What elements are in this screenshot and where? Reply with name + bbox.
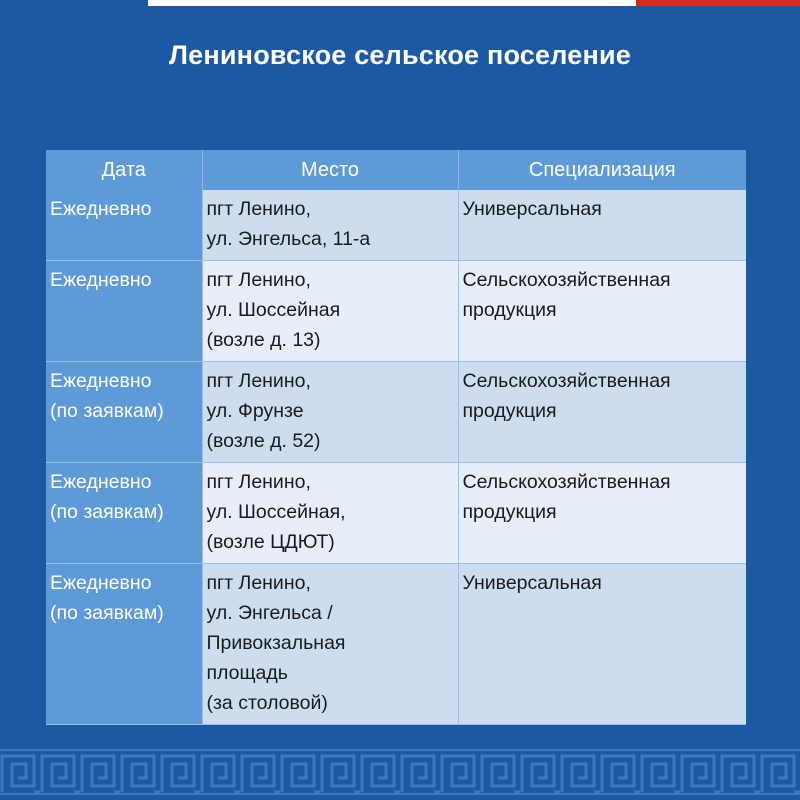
cell-place-line: (возле д. 52) — [206, 430, 321, 452]
cell-specialization-line: продукция — [462, 501, 557, 523]
table-row — [46, 190, 746, 261]
cell-date — [46, 564, 202, 725]
cell-place-line: площадь — [206, 662, 288, 684]
cell-place-line: (возле ЦДЮТ) — [206, 531, 335, 553]
cell-place — [202, 190, 458, 261]
cell-date-line: (по заявкам) — [50, 400, 164, 422]
cell-specialization-line: Универсальная — [462, 572, 602, 594]
table-row — [46, 362, 746, 463]
cell-place-line: пгт Ленино, — [206, 198, 311, 220]
table-row — [46, 261, 746, 362]
page-title: Лениновское сельское поселение — [169, 40, 631, 70]
cell-place-line: ул. Шоссейная, — [206, 501, 346, 523]
cell-place-line: ул. Фрунзе — [206, 400, 304, 422]
table-header-row — [46, 150, 746, 190]
cell-place-line: (за столовой) — [206, 692, 328, 714]
flag-left-gap — [0, 0, 148, 6]
cell-specialization-line: продукция — [462, 299, 557, 321]
cell-place-line: ул. Энгельса, 11-а — [206, 228, 371, 250]
cell-specialization-line: Сельскохозяйственная — [462, 269, 671, 291]
cell-specialization — [458, 261, 746, 362]
cell-place-line: ул. Энгельса / — [206, 602, 333, 624]
meander-border — [0, 742, 800, 800]
cell-specialization — [458, 362, 746, 463]
header-specialization: Специализация — [458, 150, 746, 190]
header-date: Дата — [46, 150, 202, 190]
cell-date-line: (по заявкам) — [50, 501, 164, 523]
flag-stripe — [0, 0, 800, 6]
flag-red-band — [636, 0, 800, 6]
schedule-table — [46, 150, 746, 725]
cell-place-line: (возле д. 13) — [206, 329, 321, 351]
cell-specialization — [458, 564, 746, 725]
cell-place-line: Привокзальная — [206, 632, 346, 654]
cell-date — [46, 261, 202, 362]
cell-date-line: Ежедневно — [50, 198, 152, 220]
cell-specialization — [458, 190, 746, 261]
cell-specialization-line: Сельскохозяйственная — [462, 471, 671, 493]
cell-place-line: пгт Ленино, — [206, 471, 311, 493]
cell-date-line: (по заявкам) — [50, 602, 164, 624]
cell-date-line: Ежедневно — [50, 269, 152, 291]
header-place: Место — [202, 150, 458, 190]
cell-specialization-line: Универсальная — [462, 198, 602, 220]
cell-date — [46, 463, 202, 564]
table-row — [46, 463, 746, 564]
cell-date — [46, 362, 202, 463]
flag-white-band — [148, 0, 636, 6]
cell-specialization-line: продукция — [462, 400, 557, 422]
cell-place — [202, 564, 458, 725]
table-row — [46, 564, 746, 725]
cell-place-line: пгт Ленино, — [206, 269, 311, 291]
cell-place-line: пгт Ленино, — [206, 370, 311, 392]
cell-place-line: пгт Ленино, — [206, 572, 311, 594]
cell-date-line: Ежедневно — [50, 370, 152, 392]
cell-place — [202, 463, 458, 564]
cell-place — [202, 362, 458, 463]
cell-date-line: Ежедневно — [50, 572, 152, 594]
cell-place — [202, 261, 458, 362]
cell-date — [46, 190, 202, 261]
cell-place-line: ул. Шоссейная — [206, 299, 341, 321]
cell-date-line: Ежедневно — [50, 471, 152, 493]
cell-specialization — [458, 463, 746, 564]
cell-specialization-line: Сельскохозяйственная — [462, 370, 671, 392]
